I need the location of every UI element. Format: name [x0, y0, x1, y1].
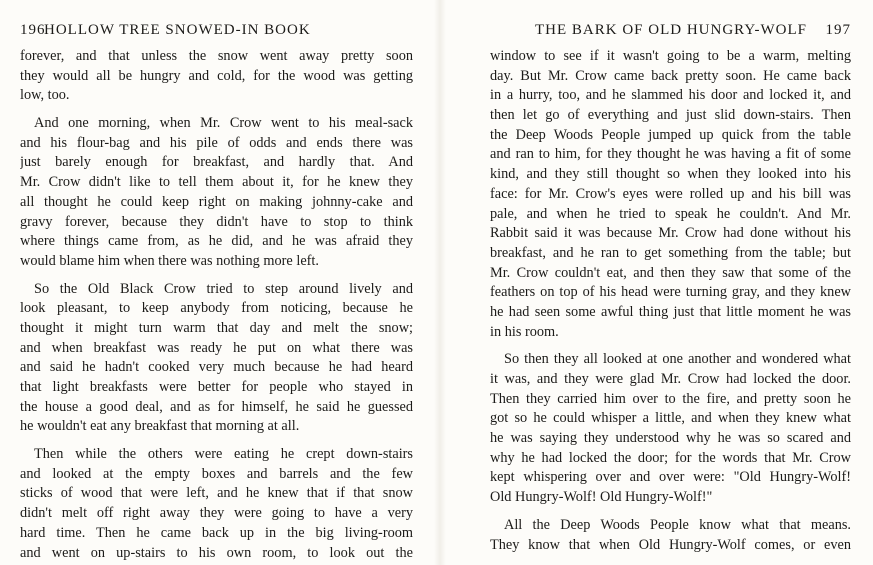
text-line: And one morning, when Mr. Crow went to his meal-sack	[34, 115, 413, 132]
text-line: and said he hadn't cooked very much because he had heard	[20, 359, 413, 376]
running-head: HOLLOW TREE SNOWED-IN BOOK	[44, 22, 311, 38]
text-line: feathers on top of his head were turning gray, and they knew	[490, 284, 851, 301]
text-line: the house a good deal, and as for himself, he said he guessed	[20, 398, 413, 415]
text-line: he was saying they understood why he was so scared and	[490, 430, 851, 447]
right-page-header	[490, 22, 851, 42]
text-line: look pleasant, to keep anybody from noticing, because he	[20, 300, 413, 317]
text-line: gravy forever, because they didn't have to stop to think	[20, 213, 413, 230]
text-line: Rabbit said it was because Mr. Crow had done without his	[490, 225, 851, 242]
paragraph	[20, 280, 413, 438]
paragraph-gap	[490, 342, 851, 350]
text-line: kind, and they still thought so when they looked into his	[490, 166, 851, 183]
text-line: face: for Mr. Crow's eyes were rolled up and his bill was	[490, 185, 851, 202]
text-line: in a hurry, too, and he slammed his door and locked it, and	[490, 87, 851, 104]
text-line: Then they carried him over to the fire, and pretty soon he	[490, 390, 851, 407]
text-line: sticks of wood that were left, and he knew that if that snow	[20, 485, 413, 502]
text-line: just barely enough for breakfast, and hardly that. And	[20, 154, 413, 171]
text-line: So the Old Black Crow tried to step around lively and	[34, 280, 413, 297]
text-line: it was, and they were glad Mr. Crow had locked the door.	[490, 371, 851, 387]
running-head: THE BARK OF OLD HUNGRY-WOLF	[534, 22, 807, 38]
text-line: where things came from, as he did, and he was afraid they	[20, 233, 413, 250]
text-line: and looked at the empty boxes and barrels and the few	[20, 465, 413, 482]
paragraph-gap	[20, 437, 413, 445]
text-line: why he had locked the door; for the words that Mr. Crow	[490, 449, 851, 466]
text-line: kept whispering over and over were: "Old Hungry-Wolf!	[490, 469, 851, 486]
paragraph	[20, 445, 413, 563]
text-line: that light breakfasts were better for people who stayed in	[20, 379, 413, 395]
text-line: Old Hungry-Wolf! Old Hungry-Wolf!"	[490, 489, 713, 506]
text-line: in his room.	[490, 323, 559, 340]
text-line: day. But Mr. Crow came back pretty soon. He came back	[490, 67, 851, 84]
text-line: and when breakfast was ready he put on what there was	[20, 339, 413, 356]
text-line: didn't melt off right away they were going to have a very	[20, 505, 413, 522]
paragraph-gap	[20, 106, 413, 114]
right-page	[490, 0, 851, 565]
text-line: then let go of everything and just slid down-stairs. Then	[490, 107, 851, 124]
text-line: thought it might turn warm that day and melt the snow;	[20, 319, 413, 336]
text-line: all thought he could keep right on making johnny-cake and	[20, 193, 413, 210]
text-line: would blame him when there was nothing more left.	[20, 252, 319, 269]
text-line: got so he could whisper a little, and when they knew what	[490, 410, 851, 427]
left-page	[20, 0, 413, 565]
paragraph	[490, 516, 851, 555]
right-page-body	[490, 47, 851, 555]
text-line: So then they all looked at one another and wondered what	[504, 351, 851, 368]
text-line: pale, and when he tried to speak he couldn't. And Mr.	[490, 205, 851, 222]
text-line: forever, and that unless the snow went away pretty soon	[20, 48, 413, 64]
text-line: All the Deep Woods People know what that means.	[504, 516, 851, 533]
page-number: 196	[20, 22, 46, 38]
paragraph	[20, 114, 413, 272]
text-line: Then while the others were eating he crept down-stairs	[34, 446, 413, 463]
text-line: the Deep Woods People jumped up quick from the table	[490, 126, 851, 143]
paragraph	[20, 47, 413, 106]
text-line: and ran to him, for they thought he was having a fit of some	[490, 146, 851, 163]
text-line: low, too.	[20, 87, 70, 104]
text-line: hard time. Then he came back up in the big living-room	[20, 524, 413, 541]
text-line: he wouldn't eat any breakfast that morning at all.	[20, 418, 300, 435]
text-line: he had seen some awful thing just that little moment he was	[490, 303, 851, 320]
paragraph	[490, 47, 851, 342]
paragraph	[490, 350, 851, 508]
text-line: Mr. Crow didn't like to tell them about it, for he knew they	[20, 174, 413, 191]
paragraph-gap	[20, 272, 413, 280]
text-line: and went on up-stairs to his own room, to look out the	[20, 544, 413, 561]
paragraph-gap	[490, 508, 851, 516]
page-number: 197	[825, 22, 851, 38]
text-line: They know that when Old Hungry-Wolf comes, or even	[490, 536, 851, 553]
text-line: breakfast, and he ran to get something from the table; but	[490, 244, 851, 261]
left-page-body	[20, 47, 413, 563]
text-line: window to see if it wasn't going to be a warm, melting	[490, 48, 851, 64]
book-gutter	[434, 0, 446, 565]
left-page-header	[20, 22, 413, 42]
text-line: they would all be hungry and cold, for the wood was getting	[20, 67, 413, 84]
text-line: Mr. Crow couldn't eat, and then they saw that some of the	[490, 264, 851, 281]
text-line: and his flour-bag and his pile of odds and ends there was	[20, 134, 413, 151]
